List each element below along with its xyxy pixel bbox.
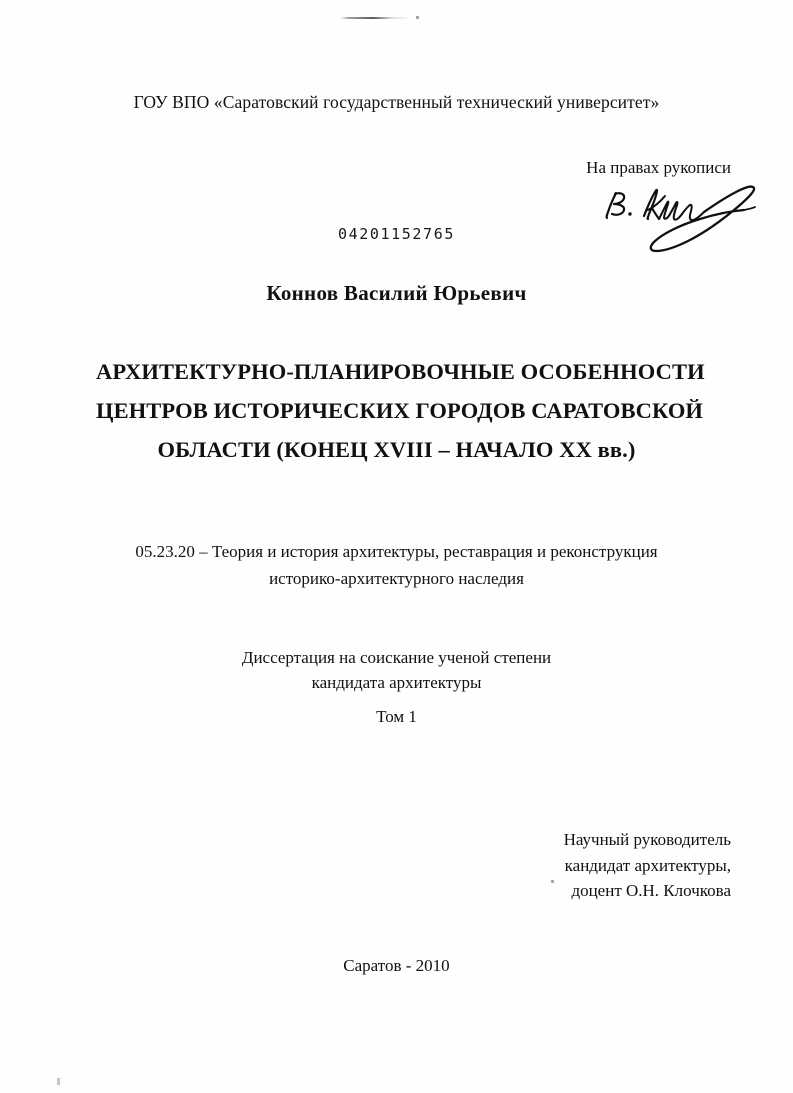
academic-supervisor <box>564 827 731 904</box>
scan-artifact-top <box>340 17 412 19</box>
scan-artifact-bottom <box>57 1078 60 1085</box>
scan-artifact-top-dot <box>416 16 419 19</box>
scan-artifact-speck <box>551 880 554 883</box>
institution-name: ГОУ ВПО «Саратовский государственный технический университет» <box>133 92 660 112</box>
dissertation-title <box>96 352 705 469</box>
degree-line-2: кандидата архитектуры <box>311 673 482 692</box>
supervisor-line-1: Научный руководитель <box>563 830 731 849</box>
catalog-number: 04201152765 <box>338 225 455 243</box>
author-name: Коннов Василий Юрьевич <box>266 281 527 305</box>
title-line-3: ОБЛАСТИ (КОНЕЦ XVIII – НАЧАЛО XX вв.) <box>157 437 636 462</box>
specialty-line-1: 05.23.20 – Теория и история архитектуры, реставрация и реконструкция <box>135 542 658 561</box>
degree-statement <box>0 645 793 695</box>
specialty-line-2: историко-архитектурного наследия <box>269 569 524 588</box>
supervisor-line-3: доцент О.Н. Клочкова <box>571 881 731 900</box>
degree-line-1: Диссертация на соискание ученой степени <box>241 648 552 667</box>
supervisor-line-2: кандидат архитектуры, <box>564 855 731 875</box>
handwritten-signature <box>596 183 760 257</box>
title-line-1: АРХИТЕКТУРНО-ПЛАНИРОВОЧНЫЕ ОСОБЕННОСТИ <box>96 359 705 384</box>
city-and-year: Саратов - 2010 <box>343 956 450 975</box>
title-line-2: ЦЕНТРОВ ИСТОРИЧЕСКИХ ГОРОДОВ САРАТОВСКОЙ <box>96 398 704 423</box>
rights-notice: На правах рукописи <box>586 158 731 177</box>
specialty-code-and-name <box>110 538 683 592</box>
volume-label: Том 1 <box>376 707 417 726</box>
